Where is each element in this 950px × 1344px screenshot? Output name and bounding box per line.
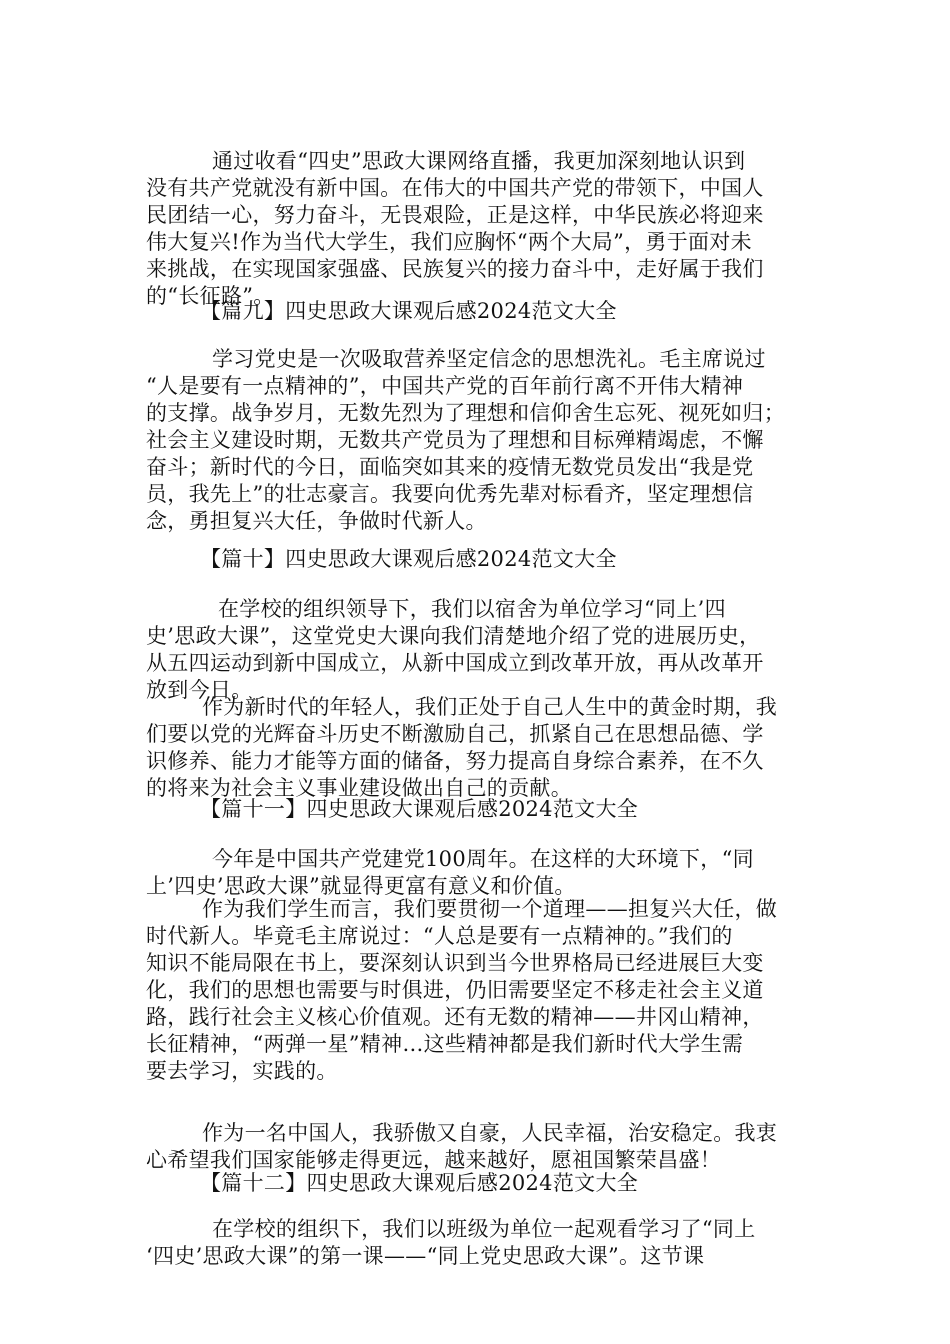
- text-line: 员，我先上”的壮志豪言。我要向优秀先辈对标看齐，坚定理想信: [146, 482, 754, 506]
- text-line: 作为我们学生而言，我们要贯彻一个道理——担复兴大任，做: [202, 897, 778, 921]
- text-line: 上’四史’思政大课”就显得更富有意义和价值。: [146, 874, 576, 898]
- text-line: 伟大复兴!作为当代大学生，我们应胸怀“两个大局”，勇于面对未: [146, 230, 752, 254]
- section-10-paragraph-1: [146, 596, 816, 704]
- text-line: 作为一名中国人，我骄傲又自豪，人民幸福，治安稳定。我衷: [202, 1121, 778, 1145]
- section-11-paragraph-1: [146, 846, 816, 900]
- text-line: 没有共产党就没有新中国。在伟大的中国共产党的带领下，中国人: [146, 176, 764, 200]
- section-heading-10: 【篇十】四史思政大课观后感2024范文大全: [200, 547, 617, 571]
- text-line: 化，我们的思想也需要与时俱进，仍旧需要坚定不移走社会主义道: [146, 978, 764, 1002]
- text-line: 通过收看“四史”思政大课网络直播，我更加深刻地认识到: [212, 149, 746, 173]
- text-line: 长征精神，“两弹一星”精神…这些精神都是我们新时代大学生需: [146, 1032, 744, 1056]
- section-12-paragraph-1: [146, 1216, 816, 1270]
- section-9-paragraph-1: [146, 346, 816, 535]
- text-line: 民团结一心，努力奋斗，无畏艰险，正是这样，中华民族必将迎来: [146, 203, 764, 227]
- text-line: 的将来为社会主义事业建设做出自己的贡献。: [146, 776, 572, 800]
- text-line: 的支撑。战争岁月，无数先烈为了理想和信仰舍生忘死、视死如归；: [146, 401, 785, 425]
- text-line: “人是要有一点精神的”，中国共产党的百年前行离不开伟大精神: [146, 374, 744, 398]
- section-heading-12: 【篇十二】四史思政大课观后感2024范文大全: [200, 1171, 639, 1195]
- section-8-paragraph-1: [146, 148, 816, 310]
- text-line: 作为新时代的年轻人，我们正处于自己人生中的黄金时期，我: [202, 695, 778, 719]
- section-heading-11: 【篇十一】四史思政大课观后感2024范文大全: [200, 797, 639, 821]
- text-line: 识修养、能力才能等方面的储备，努力提高自身综合素养，在不久: [146, 749, 764, 773]
- text-line: 要去学习，实践的。: [146, 1059, 338, 1083]
- text-line: 从五四运动到新中国成立，从新中国成立到改革开放，再从改革开: [146, 651, 764, 675]
- text-line: 史’思政大课”，这堂党史大课向我们清楚地介绍了党的进展历史，: [146, 624, 761, 648]
- text-line: 今年是中国共产党建党100周年。在这样的大环境下，“同: [212, 847, 754, 871]
- section-heading-9: 【篇九】四史思政大课观后感2024范文大全: [200, 299, 617, 323]
- section-11-paragraph-3: [146, 1120, 816, 1174]
- text-line: 路，践行社会主义核心价值观。还有无数的精神——井冈山精神，: [146, 1005, 764, 1029]
- text-line: 在学校的组织下，我们以班级为单位一起观看学习了“同上: [212, 1217, 756, 1241]
- text-line: 知识不能局限在书上，要深刻认识到当今世界格局已经进展巨大变: [146, 951, 764, 975]
- text-line: 心希望我们国家能够走得更远，越来越好，愿祖国繁荣昌盛！: [146, 1148, 722, 1172]
- text-line: 奋斗；新时代的今日，面临突如其来的疫情无数党员发出“我是党: [146, 455, 754, 479]
- section-11-paragraph-2: [146, 896, 816, 1085]
- text-line: 学习党史是一次吸取营养坚定信念的思想洗礼。毛主席说过: [212, 347, 766, 371]
- text-line: 的“长征路”。: [146, 284, 275, 308]
- text-line: ‘四史’思政大课”的第一课——“同上党史思政大课”。这节课: [146, 1244, 705, 1268]
- text-line: 放到今日。: [146, 678, 253, 702]
- text-line: 念，勇担复兴大任，争做时代新人。: [146, 509, 487, 533]
- section-10-paragraph-2: [146, 694, 816, 802]
- text-line: 们要以党的光辉奋斗历史不断激励自己，抓紧自己在思想品德、学: [146, 722, 764, 746]
- text-line: 来挑战，在实现国家强盛、民族复兴的接力奋斗中，走好属于我们: [146, 257, 764, 281]
- text-line: 社会主义建设时期，无数共产党员为了理想和目标殚精竭虑，不懈: [146, 428, 764, 452]
- text-line: 在学校的组织领导下，我们以宿舍为单位学习“同上’四: [218, 597, 726, 621]
- text-line: 时代新人。毕竟毛主席说过：“人总是要有一点精神的。”我们的: [146, 924, 733, 948]
